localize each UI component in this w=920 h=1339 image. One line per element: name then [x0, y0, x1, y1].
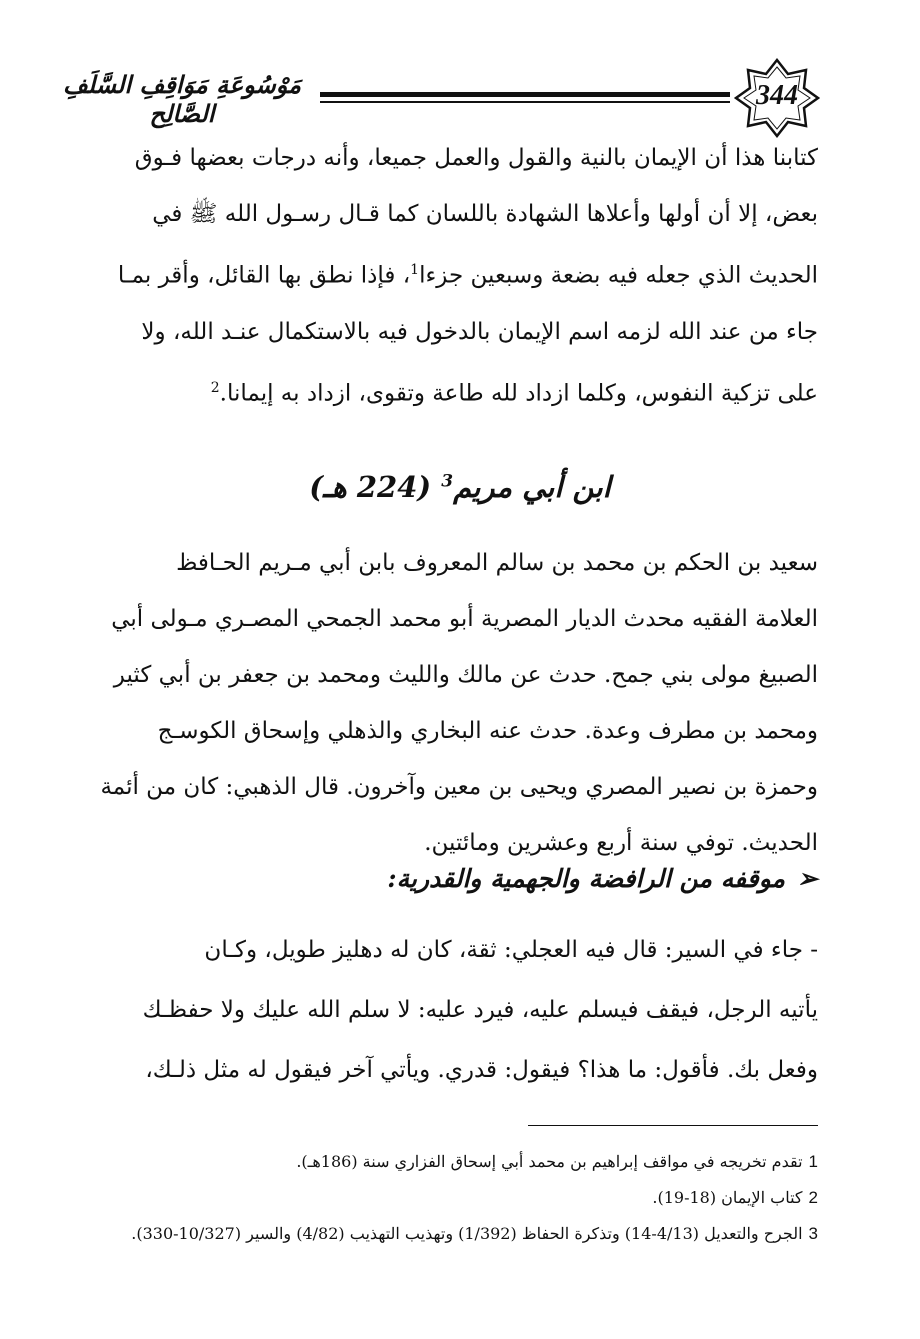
footnote-text: تقدم تخريجه في مواقف إبراهيم بن محمد أبي إسحاق الفزاري سنة (186هـ).: [296, 1152, 803, 1171]
footnote-text: كتاب الإيمان (18-19).: [652, 1188, 803, 1207]
biography-paragraph: [73, 535, 818, 871]
paragraph-line: ومحمد بن مطرف وعدة. حدث عنه البخاري والذهلي وإسحاق الكوسـج: [157, 718, 818, 744]
paragraph-line: الحديث. توفي سنة أربع وعشرين ومائتين.: [424, 830, 818, 856]
page-number-badge: [734, 58, 820, 138]
footnotes: [73, 1144, 818, 1252]
subheading: [73, 864, 818, 893]
footnote-number: 2: [808, 1188, 818, 1207]
paragraph-line-text: على تزكية النفوس، وكلما ازداد لله طاعة وتقوى، ازداد به إيمانا.: [219, 380, 818, 407]
footnote-number: 3: [808, 1224, 818, 1243]
footnote-number: 1: [808, 1152, 818, 1171]
paragraph-line: وحمزة بن نصير المصري ويحيى بن معين وآخرون. قال الذهبي: كان من أئمة: [100, 774, 818, 800]
paragraph-line: يأتيه الرجل، فيقف فيسلم عليه، فيرد عليه: لا سلم الله عليك ولا حفظـك: [142, 997, 818, 1023]
section-date: (224 هـ): [309, 470, 432, 504]
paragraph-line: جاء من عند الله لزمه اسم الإيمان بالدخول فيه بالاستكمال عنـد الله، ولا: [141, 318, 818, 345]
paragraph-line: الصبيغ مولى بني جمح. حدث عن مالك والليث ومحمد بن جعفر بن أبي كثير: [113, 662, 818, 688]
footnote-ref[interactable]: 3: [441, 471, 454, 492]
footnote: [73, 1180, 818, 1216]
subheading-text: موقفه من الرافضة والجهمية والقدرية:: [387, 864, 786, 893]
footnote: [73, 1216, 818, 1252]
footnote-ref[interactable]: 1: [410, 262, 420, 278]
paragraph-line: سعيد بن الحكم بن محمد بن سالم المعروف بابن أبي مـريم الحـافظ: [176, 550, 818, 576]
paragraph-line: كتابنا هذا أن الإيمان بالنية والقول والعمل جميعا، وأنه درجات بعضها فـوق: [134, 145, 818, 171]
paragraph-line: [73, 360, 818, 422]
paragraph-line: وفعل بك. فأقول: ما هذا؟ فيقول: قدري. ويأتي آخر فيقول له مثل ذلـك،: [145, 1057, 818, 1083]
header-rule-thin: [320, 101, 730, 103]
arrow-bullet-icon: ➢: [797, 864, 818, 893]
paragraph-line-start: الحديث الذي جعله فيه بضعة وسبعين جزءا: [419, 262, 818, 289]
paragraph-line: - جاء في السير: قال فيه العجلي: ثقة، كان له دهليز طويل، وكـان: [204, 937, 818, 963]
section-name: ابن أبي مريم: [453, 470, 611, 504]
page-number: 344: [756, 80, 798, 111]
paragraph-line: بعض، إلا أن أولها وأعلاها الشهادة باللسان كما قـال رسـول الله ﷺ في: [152, 201, 818, 227]
series-title: مَوْسُوعَةِ مَوَاقِفِ السَّلَفِ الصَّالِح: [62, 70, 302, 128]
paragraph-line: العلامة الفقيه محدث الديار المصرية أبو محمد الجمحي المصـري مـولى أبي: [111, 606, 818, 632]
paragraph-line-rest: ، فإذا نطق بها القائل، وأقر بمـا: [117, 262, 411, 289]
section-heading: [0, 470, 920, 504]
footnote-divider: [528, 1125, 818, 1126]
quote-paragraph: [73, 920, 818, 1100]
footnote-text: الجرح والتعديل (4/13-14) وتذكرة الحفاظ (1/392) وتهذيب التهذيب (4/82) والسير (10/327-330).: [131, 1224, 803, 1243]
paragraph-line: [73, 242, 818, 304]
header-rule-thick: [320, 92, 730, 97]
footnote: [73, 1144, 818, 1180]
footnote-ref[interactable]: 2: [210, 379, 220, 396]
page-header: [52, 58, 822, 138]
top-paragraph: [73, 130, 818, 421]
